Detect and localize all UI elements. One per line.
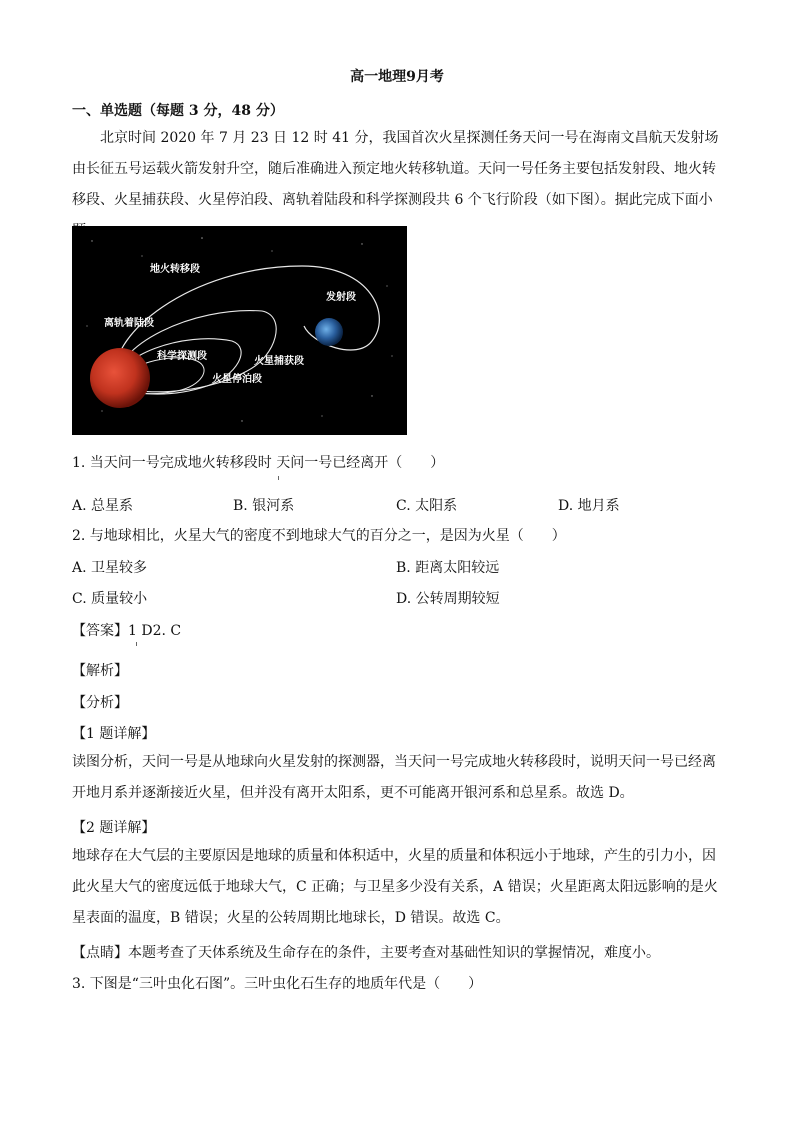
- comment-line: [72, 942, 660, 962]
- detail-1-text: 读图分析，天问一号是从地球向火星发射的探测器，当天问一号完成地火转移段时，说明天问一号已经离开地月系并逐渐接近火星，但并没有离开太阳系，更不可能离开银河系和总星系。故选 D。: [72, 754, 716, 801]
- label-landing: 离轨着陆段: [104, 318, 154, 329]
- q2-option-d: D. 公转周期较短: [396, 591, 500, 607]
- label-parking: 火星停泊段: [212, 374, 262, 385]
- detail-2-heading: 【2 题详解】: [72, 820, 156, 836]
- question-1-stem: 1. 当天问一号完成地火转移段时 天问一号已经离开（ ）: [72, 455, 445, 471]
- q1-option-a: A. 总星系: [72, 498, 134, 514]
- detail-1-heading: 【1 题详解】: [72, 726, 156, 742]
- detail-2-text: 地球存在大气层的主要原因是地球的质量和体积适中，火星的质量和体积远小于地球，产生的引力小，因此火星大气的密度远低于地球大气，C 正确；与卫星多少没有关系，A 错误；火星距离太阳远影响的是火星表面的温度，B 错误；火星的公转周期比地球长，D 错误。故选 C。: [72, 848, 718, 926]
- q1-option-d: D. 地月系: [558, 498, 620, 514]
- mars-mission-figure: [72, 226, 407, 435]
- scan-mark: [136, 642, 137, 646]
- q2-option-a: A. 卫星较多: [72, 560, 148, 576]
- intro-paragraph: 北京时间 2020 年 7 月 23 日 12 时 41 分，我国首次火星探测任务天问一号在海南文昌航天发射场由长征五号运载火箭发射升空，随后准确进入预定地火转移轨道。天问一号任务主要包括发射段、地火转移段、火星捕获段、火星停泊段、离轨着陆段和科学探测段共 6 个飞行阶段（如下图）。据此完成下面小: [72, 130, 719, 208]
- scan-mark: [278, 476, 279, 480]
- page-title: 高一地理9月考: [350, 69, 444, 85]
- q2-option-c: C. 质量较小: [72, 591, 148, 607]
- analysis-heading: 【解析】: [72, 663, 128, 679]
- q2-option-b: B. 距离太阳较远: [396, 560, 500, 576]
- q1-option-b: B. 银河系: [233, 498, 295, 514]
- label-capture: 火星捕获段: [254, 356, 304, 367]
- question-3-stem: 3. 下图是“三叶虫化石图”。三叶虫化石生存的地质年代是（ ）: [72, 976, 483, 992]
- label-transfer: 地火转移段: [150, 264, 200, 275]
- comment-text: 本题考查了天体系统及生命存在的条件，主要考查对基础性知识的掌握情况，难度小。: [128, 945, 660, 961]
- mars-planet: [90, 348, 150, 408]
- q1-option-c: C. 太阳系: [396, 498, 458, 514]
- comment-tag: 【点睛】: [72, 945, 128, 961]
- section-heading: 一、单选题（每题 3 分，48 分）: [72, 103, 284, 119]
- label-launch: 发射段: [326, 292, 356, 303]
- answer-tag: 【答案】: [72, 623, 128, 639]
- orbit-diagram: [72, 226, 407, 435]
- answer-line: [72, 620, 181, 640]
- earth-planet: [315, 318, 343, 346]
- fenxi-heading: 【分析】: [72, 695, 128, 711]
- answer-text: 1 D2. C: [128, 623, 182, 639]
- label-science: 科学探测段: [157, 351, 207, 362]
- question-2-stem: 2. 与地球相比，火星大气的密度不到地球大气的百分之一，是因为火星（ ）: [72, 528, 566, 544]
